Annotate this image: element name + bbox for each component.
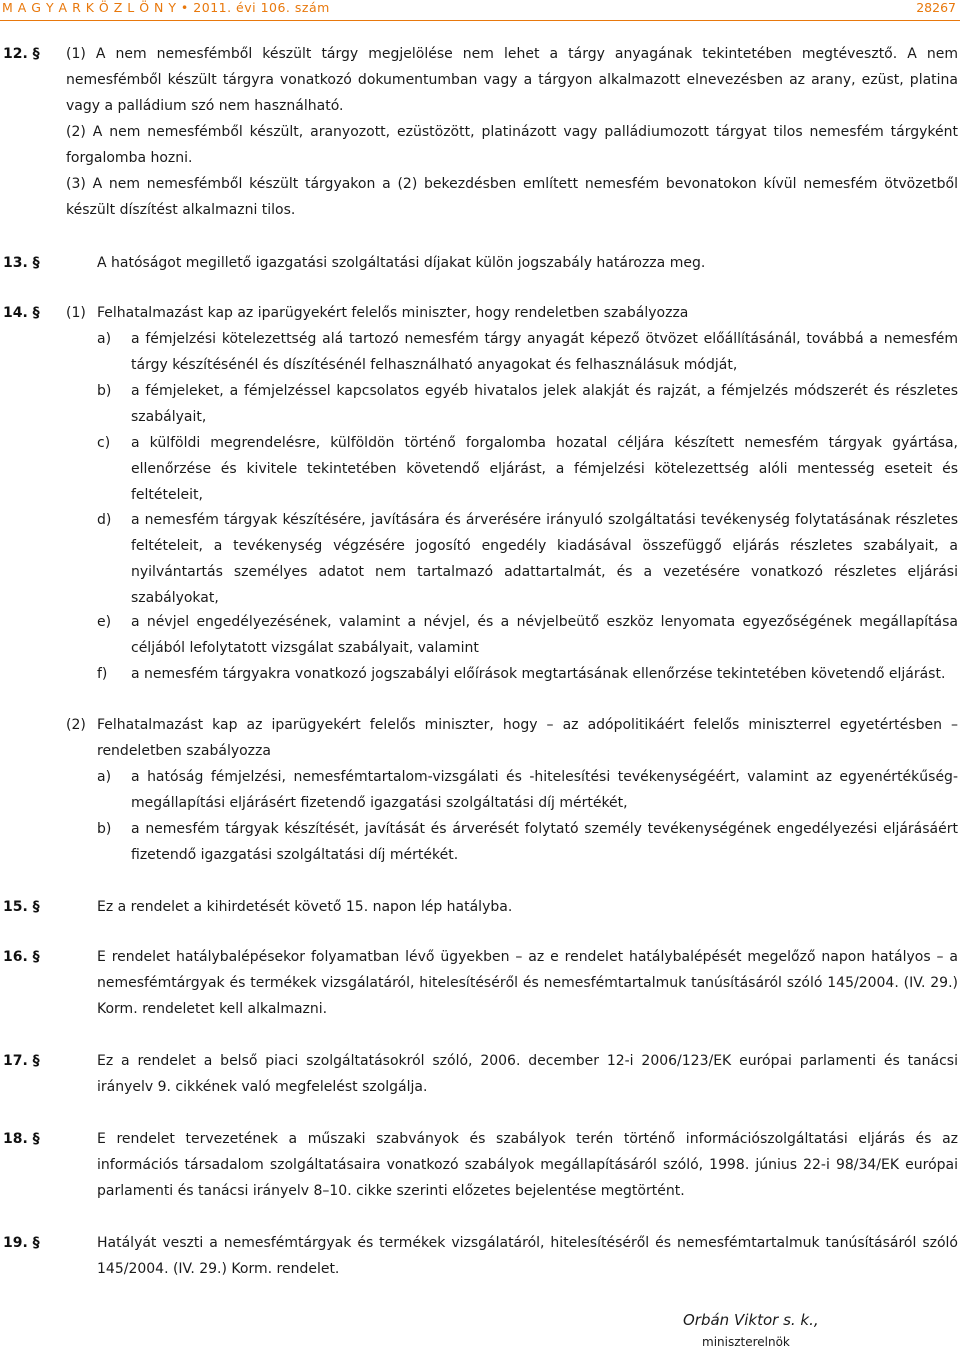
- section-19-text: Hatályát veszti a nemesfémtárgyak és termékek vizsgálatáról, hitelesítéséről és nemesfémtartalmuk tanúsításáról szóló 145/2004. (IV. 29.) Korm. rendelet.: [97, 1235, 958, 1277]
- list-item: a fémjeleket, a fémjelzéssel kapcsolatos egyéb hivatalos jelek alakját és rajzát, a fémjelzés módszerét és részletes szabályait,: [131, 383, 958, 425]
- section-12-paragraph-1: (1) A nem nemesfémből készült tárgy megjelölése nem lehet a tárgy anyagának tekintetében megtévesztő. A nem nemesfémből készült tárgyra vonatkozó dokumentumban vagy a tárgyon alkalmazott elnevezésben az arany, ezüst, platina vagy a palládium szó nem használható.: [66, 46, 958, 114]
- section-12-paragraph-2: (2) A nem nemesfémből készült, aranyozott, ezüstözött, platinázott vagy palládiumozott tárgyat tilos nemesfém tárgyként forgalomba hozni.: [66, 124, 958, 166]
- section-label: 15. §: [3, 899, 40, 915]
- item-letter: a): [97, 769, 112, 785]
- section-14-paragraph-1: Felhatalmazást kap az iparügyekért felelős miniszter, hogy rendeletben szabályozza: [97, 305, 689, 321]
- page-header: [0, 0, 960, 18]
- item-letter: c): [97, 435, 111, 451]
- item-letter: f): [97, 666, 108, 682]
- section-label: 16. §: [3, 949, 40, 965]
- list-item: a nemesfém tárgyak készítését, javítását és árverését folytató személy tevékenységének engedélyezési eljárásáért fizetendő igazgatási szolgáltatási díj mértékét.: [131, 821, 958, 863]
- list-item: a nemesfém tárgyakra vonatkozó jogszabályi előírások megtartásának ellenőrzése tekintetében követendő eljárást.: [131, 666, 946, 682]
- section-label: 18. §: [3, 1131, 40, 1147]
- list-item: a névjel engedélyezésének, valamint a névjel, és a névjelbeütő eszköz lenyomata egyezőségének megállapítása céljából lefolytatott vizsgálat szabályait, valamint: [131, 614, 958, 656]
- list-item: a fémjelzési kötelezettség alá tartozó nemesfém tárgy anyagát képező ötvözet előállításánál, továbbá a nemesfém tárgy készítésénél és díszítésénél felhasználható anyagokat és felhasználásuk módját,: [131, 331, 958, 373]
- signature-title: miniszterelnök: [702, 1335, 790, 1349]
- section-label: 13. §: [3, 255, 40, 271]
- signature-name: Orbán Viktor s. k.,: [683, 1311, 819, 1329]
- item-letter: d): [97, 512, 112, 528]
- paragraph-number: (2): [66, 717, 86, 733]
- section-label: 17. §: [3, 1053, 40, 1069]
- publication-title: M A G Y A R K Ö Z L Ö N Y • 2011. évi 106. szám: [2, 0, 330, 15]
- section-16-text: E rendelet hatálybalépésekor folyamatban lévő ügyekben – az e rendelet hatálybalépését megelőző napon hatályos – a nemesfémtárgyak és termékek vizsgálatáról, hitelesítéséről és nemesfémtartalmuk tanúsításáról szóló 145/2004. (IV. 29.) Korm. rendeletet kell alkalmazni.: [97, 949, 958, 1017]
- page-number: 28267: [916, 0, 956, 15]
- section-13-text: A hatóságot megillető igazgatási szolgáltatási díjakat külön jogszabály határozza meg.: [97, 255, 706, 271]
- section-15-text: Ez a rendelet a kihirdetését követő 15. napon lép hatályba.: [97, 899, 513, 915]
- section-label: 19. §: [3, 1235, 40, 1251]
- section-label: 12. §: [3, 46, 40, 62]
- section-label: 14. §: [3, 305, 40, 321]
- item-letter: e): [97, 614, 112, 630]
- item-letter: a): [97, 331, 112, 347]
- list-item: a külföldi megrendelésre, külföldön történő forgalomba hozatal céljára készített nemesfém tárgyak gyártása, ellenőrzése és kivitele tekintetében követendő eljárást, a fémjelzési kötelezettség alóli mentesség eseteit és feltételeit,: [131, 435, 958, 503]
- item-letter: b): [97, 383, 112, 399]
- section-12-paragraph-3: (3) A nem nemesfémből készült tárgyakon a (2) bekezdésben említett nemesfém bevonatokon kívül nemesfém ötvözetből készült díszítést alkalmazni tilos.: [66, 176, 958, 218]
- header-rule: [0, 20, 960, 21]
- item-letter: b): [97, 821, 112, 837]
- paragraph-number: (1): [66, 305, 86, 321]
- list-item: a nemesfém tárgyak készítésére, javítására és árverésére irányuló szolgáltatási tevékenység folytatásának részletes feltételeit, a tevékenység végzésére jogosító engedély kiadásával összefüggő eljárás részletes szabályait, a nyilvántartás személyes adatot nem tartalmazó adattartalmát, és a vezetésére vonatkozó részletes eljárási szabályokat,: [131, 512, 958, 606]
- section-14-paragraph-2: Felhatalmazást kap az iparügyekért felelős miniszter, hogy – az adópolitikáért felelős miniszterrel egyetértésben – rendeletben szabályozza: [97, 717, 958, 759]
- section-17-text: Ez a rendelet a belső piaci szolgáltatásokról szóló, 2006. december 12-i 2006/123/EK európai parlamenti és tanácsi irányelv 9. cikkének való megfelelést szolgálja.: [97, 1053, 958, 1095]
- list-item: a hatóság fémjelzési, nemesfémtartalom-vizsgálati és -hitelesítési tevékenységéért, valamint az egyenértékűség-megállapítási eljárásért fizetendő igazgatási szolgáltatási díj mértékét,: [131, 769, 958, 811]
- section-18-text: E rendelet tervezetének a műszaki szabványok és szabályok terén történő információszolgáltatási eljárás és az információs társadalom szolgáltatásaira vonatkozó szabályok megállapításáról szóló, 1998. június 22-i 98/34/EK európai parlamenti és tanácsi irányelv 8–10. cikke szerinti előzetes bejelentése megtörtént.: [97, 1131, 958, 1199]
